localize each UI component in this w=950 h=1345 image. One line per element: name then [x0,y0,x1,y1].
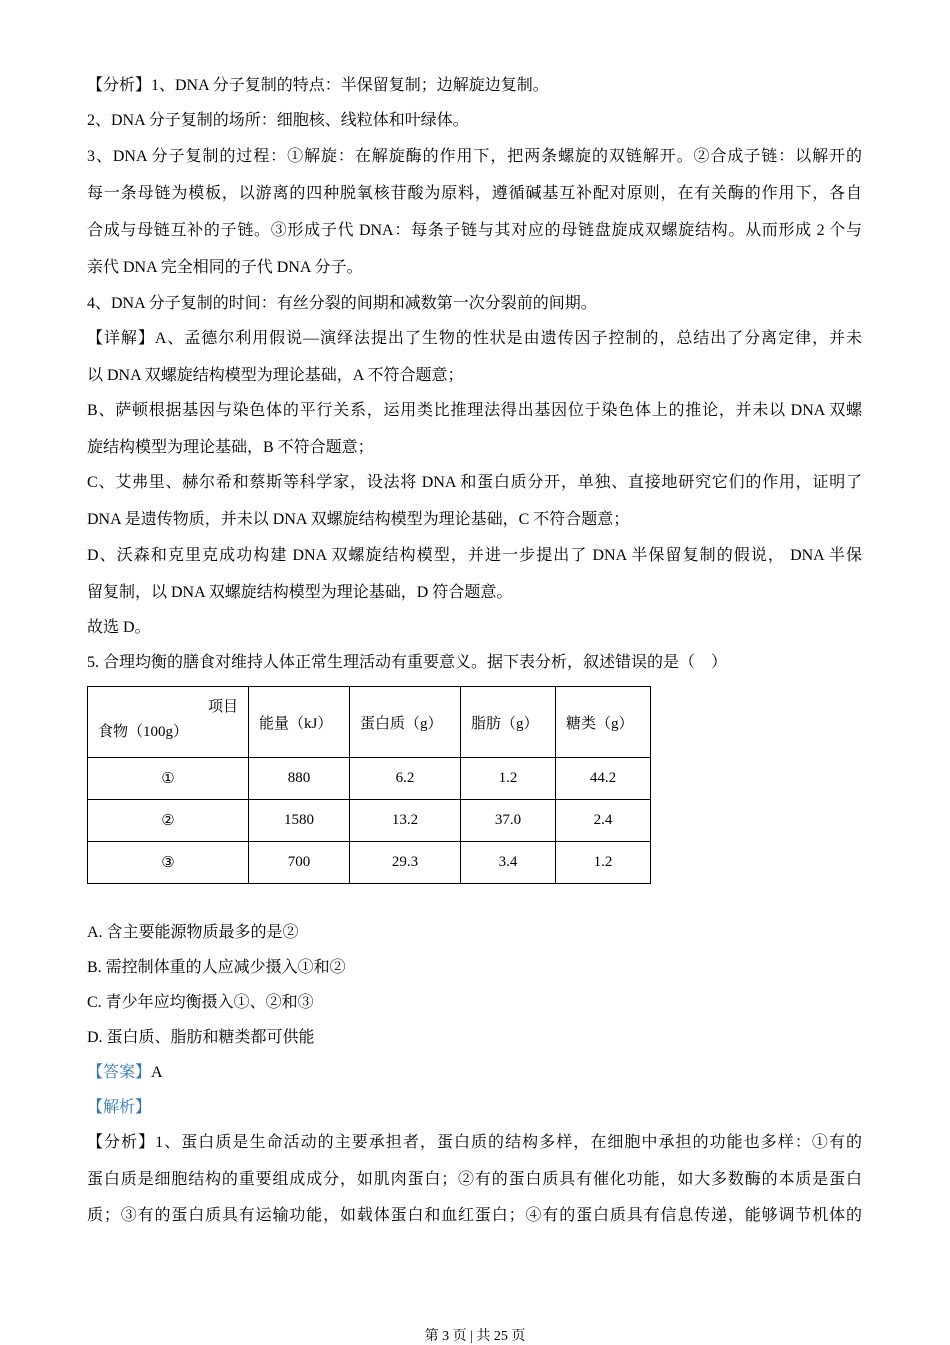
table-cell: 1.2 [556,842,651,884]
corner-header-cell [88,687,249,758]
table-row [88,842,651,884]
table-cell: ③ [88,842,249,884]
corner-top-label: 项目 [207,699,238,715]
text-line: 亲代 DNA 完全相同的子代 DNA 分子。 [87,259,363,276]
table-cell: ② [88,800,249,842]
text-line: 以 DNA 双螺旋结构模型为理论基础，A 不符合题意； [87,367,464,384]
text-line: 每一条母链为模板，以游离的四种脱氧核苷酸为原料，遵循碱基互补配对原则，在有关酶的作用下，各自 [87,185,862,202]
header-cell: 蛋白质（g） [350,687,461,758]
text-line: 【分析】1、DNA 分子复制的特点：半保留复制；边解旋边复制。 [87,77,549,94]
text-line: 3、DNA 分子复制的过程：①解旋：在解旋酶的作用下，把两条螺旋的双链解开。②合成子链：以解开的 [87,148,862,165]
table-cell: 6.2 [350,758,461,800]
text-line: 留复制，以 DNA 双螺旋结构模型为理论基础，D 符合题意。 [87,584,513,601]
table-row [88,800,651,842]
page-footer: 第 3 页 | 共 25 页 [424,1329,526,1344]
option-a: A. 含主要能源物质最多的是② [87,924,299,941]
text-line: 旋结构模型为理论基础，B 不符合题意； [87,439,374,456]
table-cell: 37.0 [461,800,556,842]
text-line: C、艾弗里、赫尔希和蔡斯等科学家，设法将 DNA 和蛋白质分开，单独、直接地研究它们的作用，证明了 [87,474,862,491]
answer-value: A [151,1064,163,1081]
corner-bottom-label: 食物（100g） [98,724,189,740]
text-line: 合成与母链互补的子链。③形成子代 DNA：每条子链与其对应的母链盘旋成双螺旋结构。从而形成 2 个与 [87,222,862,239]
header-cell: 能量（kJ） [249,687,350,758]
table-cell: 3.4 [461,842,556,884]
table-cell: ① [88,758,249,800]
text-line: 4、DNA 分子复制的时间：有丝分裂的间期和减数第一次分裂前的间期。 [87,295,597,312]
table-cell: 1580 [249,800,350,842]
text-line: DNA 是遗传物质，并未以 DNA 双螺旋结构模型为理论基础，C 不符合题意； [87,511,630,528]
table-row [88,758,651,800]
table-cell: 29.3 [350,842,461,884]
option-c: C. 青少年应均衡摄入①、②和③ [87,994,314,1011]
answer-line [87,1063,163,1083]
table-cell: 13.2 [350,800,461,842]
text-line: 【分析】1、蛋白质是生命活动的主要承担者，蛋白质的结构多样，在细胞中承担的功能也多样：①有的 [87,1134,862,1151]
text-line: B、萨顿根据基因与染色体的平行关系，运用类比推理法得出基因位于染色体上的推论，并未以 DNA 双螺 [87,402,862,419]
table-cell: 2.4 [556,800,651,842]
option-d: D. 蛋白质、脂肪和糖类都可供能 [87,1029,315,1046]
text-line: 蛋白质是细胞结构的重要组成成分，如肌肉蛋白；②有的蛋白质具有催化功能，如大多数酶的本质是蛋白 [87,1171,862,1188]
option-b: B. 需控制体重的人应减少摄入①和② [87,959,346,976]
text-line: D、沃森和克里克成功构建 DNA 双螺旋结构模型，并进一步提出了 DNA 半保留复制的假说， DNA 半保 [87,547,862,564]
question-stem: 5. 合理均衡的膳食对维持人体正常生理活动有重要意义。据下表分析，叙述错误的是（ ） [87,654,728,671]
nutrition-table [87,686,651,884]
table-cell: 700 [249,842,350,884]
table-cell: 1.2 [461,758,556,800]
table-cell: 880 [249,758,350,800]
table-header-row [88,687,651,758]
text-line: 质；③有的蛋白质具有运输功能，如载体蛋白和血红蛋白；④有的蛋白质具有信息传递，能够调节机体的 [87,1207,862,1224]
table-cell: 44.2 [556,758,651,800]
explanation-label: 【解析】 [87,1099,152,1116]
answer-label: 【答案】 [87,1064,152,1081]
text-line: 2、DNA 分子复制的场所：细胞核、线粒体和叶绿体。 [87,112,469,129]
text-line: 【详解】A、孟德尔利用假说—演绎法提出了生物的性状是由遗传因子控制的，总结出了分离定律，并未 [87,330,862,347]
header-cell: 糖类（g） [556,687,651,758]
text-line: 故选 D。 [87,619,151,636]
header-cell: 脂肪（g） [461,687,556,758]
